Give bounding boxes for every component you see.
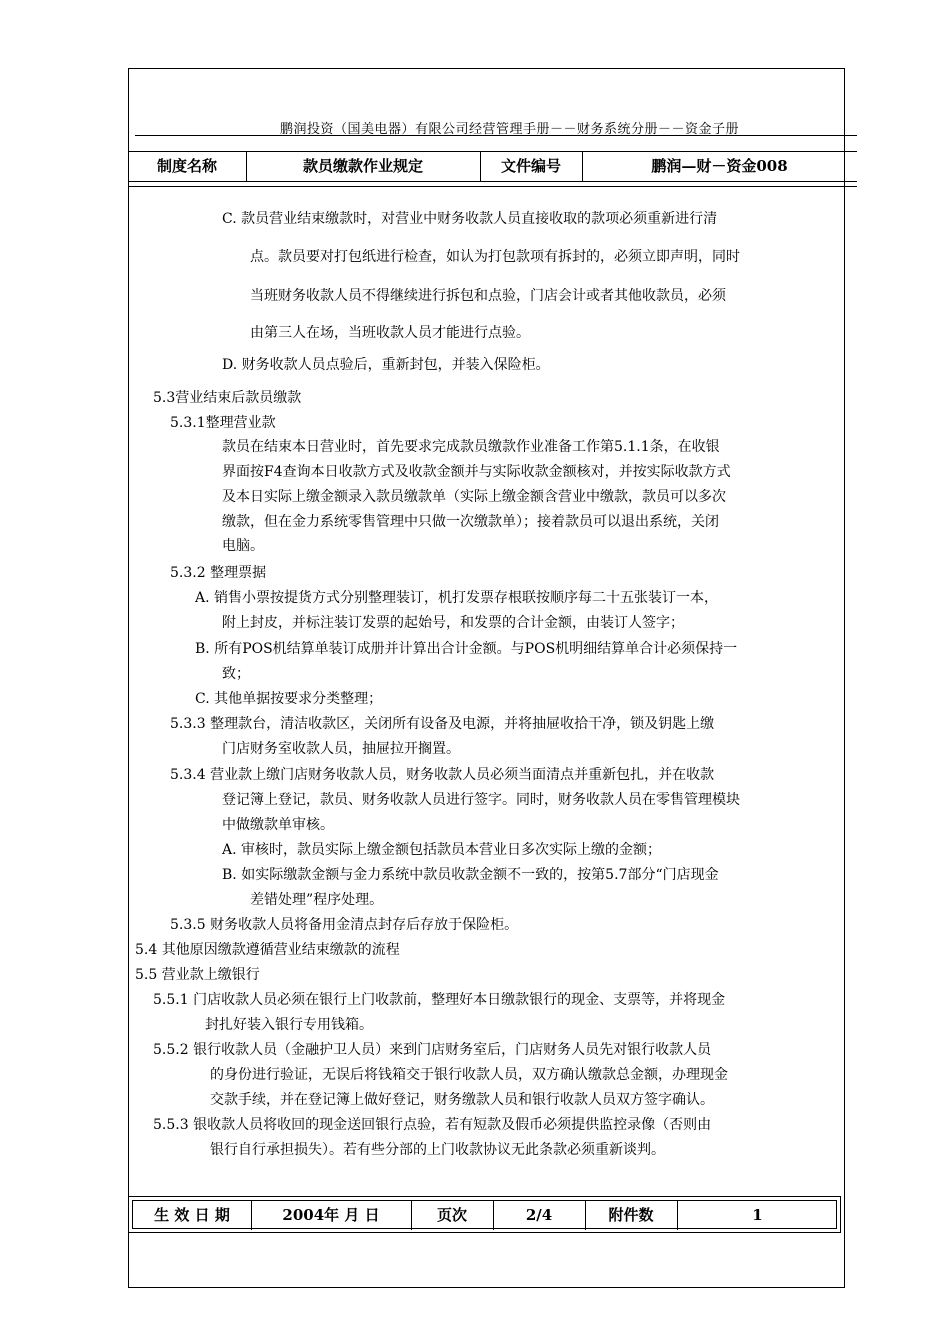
footer-inner xyxy=(132,1200,837,1229)
text-line: B. 如实际缴款金额与金力系统中款员收款金额不一致的，按第5.7部分“门店现金 xyxy=(222,867,719,883)
section-heading: 5.3营业结束后款员缴款 xyxy=(153,390,302,406)
subsection-heading: 5.5.3 银收款人员将收回的现金送回银行点验，若有短款及假币必须提供监控录像（否则由 xyxy=(153,1117,712,1133)
subsection-heading: 5.5.2 银行收款人员（金融护卫人员）来到门店财务室后，门店财务人员先对银行收款人员 xyxy=(153,1042,712,1058)
text-line: 由第三人在场，当班收款人员才能进行点验。 xyxy=(250,325,530,341)
text-line: 界面按F4查询本日收款方式及收款金额并与实际收款金额核对，并按实际收款方式 xyxy=(222,464,731,480)
text-line: A. 销售小票按提货方式分别整理装订，机打发票存根联按顺序每二十五张装订一本， xyxy=(195,590,719,606)
effective-date: 2004年 月 日 xyxy=(282,1206,380,1224)
label-page: 页次 xyxy=(436,1206,467,1224)
header-rule xyxy=(135,135,857,136)
text-line: 登记簿上登记，款员、财务收款人员进行签字。同时，财务收款人员在零售管理模块 xyxy=(222,792,740,808)
text-line: 点。款员要对打包纸进行检查，如认为打包款项有拆封的，必须立即声明，同时 xyxy=(250,249,740,265)
footer-table xyxy=(128,1196,841,1233)
subsection-heading: 5.3.4 营业款上缴门店财务收款人员，财务收款人员必须当面清点并重新包扎，并在收款 xyxy=(170,767,715,783)
text-line: 交款手续，并在登记簿上做好登记，财务缴款人员和银行收款人员双方签字确认。 xyxy=(210,1092,714,1108)
attachments-count: 1 xyxy=(752,1206,763,1224)
label-attachments: 附件数 xyxy=(608,1206,654,1224)
subsection-heading: 5.5.1 门店收款人员必须在银行上门收款前，整理好本日缴款银行的现金、支票等，并将现金 xyxy=(153,992,726,1008)
text-line: 电脑。 xyxy=(222,538,264,554)
label-doc-number: 文件编号 xyxy=(500,157,561,175)
header-rule-bottom xyxy=(128,186,857,187)
section-heading: 5.4 其他原因缴款遵循营业结束缴款的流程 xyxy=(135,942,400,958)
text-line: 门店财务室收款人员，抽屉拉开搁置。 xyxy=(222,741,460,757)
text-line: C. 其他单据按要求分类整理； xyxy=(195,691,383,707)
text-line: 银行自行承担损失）。若有些分部的上门收款协议无此条款必须重新谈判。 xyxy=(210,1142,665,1158)
text-line: 中做缴款单审核。 xyxy=(222,817,334,833)
label-doc-name: 制度名称 xyxy=(156,157,217,175)
text-line: 的身份进行验证，无误后将钱箱交于银行收款人员，双方确认缴款总金额，办理现金 xyxy=(210,1067,728,1083)
text-line: 及本日实际上缴金额录入款员缴款单（实际上缴金额含营业中缴款，款员可以多次 xyxy=(222,489,726,505)
text-line: 致； xyxy=(222,666,250,682)
label-effective-date: 生 效 日 期 xyxy=(154,1206,230,1224)
text-line: 当班财务收款人员不得继续进行拆包和点验，门店会计或者其他收款员，必须 xyxy=(250,288,726,304)
section-heading: 5.5 营业款上缴银行 xyxy=(135,967,260,983)
doc-name: 款员缴款作业规定 xyxy=(302,157,423,175)
text-line: 款员在结束本日营业时，首先要求完成款员缴款作业准备工作第5.1.1条，在收银 xyxy=(222,439,720,455)
text-line: 缴款，但在金力系统零售管理中只做一次缴款单）；接着款员可以退出系统，关闭 xyxy=(222,514,719,530)
text-line: B. 所有POS机结算单装订成册并计算出合计金额。与POS机明细结算单合计必须保持一 xyxy=(195,641,738,657)
manual-title: 鹏润投资（国美电器）有限公司经营管理手册－－财务系统分册－－资金子册 xyxy=(280,122,740,137)
text-line: D. 财务收款人员点验后，重新封包，并装入保险柜。 xyxy=(222,357,550,373)
subsection-heading: 5.3.1整理营业款 xyxy=(170,415,276,431)
text-line: A. 审核时，款员实际上缴金额包括款员本营业日多次实际上缴的金额； xyxy=(222,842,662,858)
page-number: 2/4 xyxy=(525,1206,553,1224)
text-line: 附上封皮，并标注装订发票的起始号，和发票的合计金额，由装订人签字； xyxy=(222,615,684,631)
text-line: 封扎好装入银行专用钱箱。 xyxy=(205,1017,373,1033)
subsection-heading: 5.3.2 整理票据 xyxy=(170,565,267,581)
subsection-heading: 5.3.3 整理款台，清洁收款区，关闭所有设备及电源，并将抽屉收拾干净，锁及钥匙上缴 xyxy=(170,716,715,732)
doc-number: 鹏润—财－资金008 xyxy=(651,157,788,175)
header-table xyxy=(128,151,857,182)
text-line: 差错处理”程序处理。 xyxy=(250,892,384,908)
text-line: C. 款员营业结束缴款时，对营业中财务收款人员直接收取的款项必须重新进行清 xyxy=(222,211,718,227)
subsection-heading: 5.3.5 财务收款人员将备用金清点封存后存放于保险柜。 xyxy=(170,917,519,933)
